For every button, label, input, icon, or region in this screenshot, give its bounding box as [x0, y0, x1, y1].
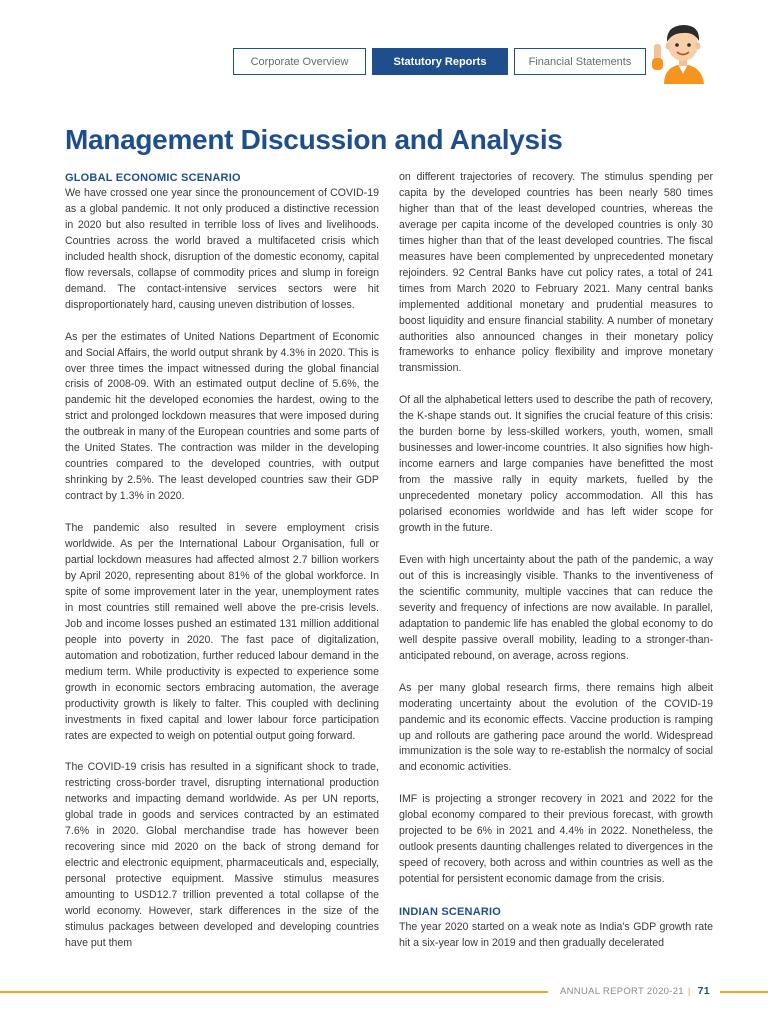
paragraph: As per the estimates of United Nations Department of Economic and Social Affairs, the world output shrank by 4.3% in 2020. This is over three times the impact witnessed during the global financial crisis of 2008-09. With an estimated output decline of 5.6%, the pandemic hit the developed economies the hardest, owing to the strict and prolonged lockdown measures that were imposed during the outbreak in many of the European countries and some parts of the United States. The contraction was milder in the developing countries compared to the developed countries, with output shrinking by 2.5%. The least developed countries saw their GDP contract by 1.3% in 2020.	[65, 330, 379, 503]
paragraph: Even with high uncertainty about the path of the pandemic, a way out of this is increasingly visible. Thanks to the inventiveness of the scientific community, multiple vaccines that can reduce the severity and frequency of infections are now available. In parallel, adaptation to pandemic life has enabled the global economy to do well despite passive overall mobility, leading to a stronger-than-anticipated rebound, on average, across regions.	[399, 553, 713, 662]
paragraph: The COVID-19 crisis has resulted in a significant shock to trade, restricting cross-border travel, disrupting international production networks and impacting demand worldwide. As per UN reports, global trade in goods and services contracted by an estimated 7.6% in 2020. Global merchandise trade has however been recovering since mid 2020 on the back of strong demand for electric and electronic equipment, pharmaceuticals and, especially, personal protective equipment. Massive stimulus measures amounting to USD12.7 trillion prevented a total collapse of the world economy. However, stark differences in the size of the stimulus packages between developed and developing countries have put them	[65, 761, 379, 949]
paragraph: Of all the alphabetical letters used to describe the path of recovery, the K-shape stands out. It signifies the crucial feature of this crisis: the burden borne by less-skilled workers, youth, women, small businesses and lower-income countries. It also signifies how high-income earners and large companies have benefitted the most from the massive rally in equity markets, fuelled by the unprecedented monetary policy accommodation. All this has polarised economies worldwide and has left wider scope for growth in the future.	[399, 394, 713, 535]
footer-divider-right	[720, 991, 768, 993]
section-heading-indian: INDIAN SCENARIO	[399, 906, 502, 919]
section-heading-global: GLOBAL ECONOMIC SCENARIO	[65, 172, 241, 184]
page-number: 71	[697, 985, 710, 997]
paragraph: As per many global research firms, there remains high albeit moderating uncertainty about the evolution of the COVID-19 pandemic and its economic effects. Vaccine production is ramping up and rollouts are gathering pace around the world. Widespread immunization is the sole way to re-establish the normalcy of social and economic activities.	[399, 681, 713, 774]
footer-divider	[0, 991, 548, 993]
footer-separator: |	[687, 986, 691, 997]
mascot-illustration	[648, 14, 718, 84]
paragraph: on different trajectories of recovery. The stimulus spending per capita by the developed countries has been nearly 580 times higher than that of the least developed countries, whereas the average per capita income of the developed countries is only 30 times higher than that of the least developed countries. The fiscal measures have been complemented by unprecedented monetary rejoinders. 92 Central Banks have cut policy rates, a total of 241 times from March 2020 to February 2021. Many central banks implemented additional monetary and prudential measures to boost liquidity and ensure financial stability. A number of monetary authorities also announced changes in their monetary policy frameworks to enhance policy flexibility and improve monetary transmission.	[399, 171, 713, 375]
tab-statutory-reports[interactable]: Statutory Reports	[372, 48, 508, 75]
footer	[560, 985, 710, 997]
tab-financial-statements[interactable]: Financial Statements	[514, 48, 646, 75]
left-column	[65, 170, 379, 968]
tab-corporate-overview[interactable]: Corporate Overview	[233, 48, 366, 75]
paragraph: We have crossed one year since the pronouncement of COVID-19 as a global pandemic. It not only produced a distinctive recession in 2020 but also resulted in terrible loss of lives and livelihoods. Countries across the world braved a multifaceted crisis which included health shock, disruption of the domestic economy, capital flow reversals, collapse of commodity prices and slump in foreign demand. The contact-intensive services sectors were hit disproportionately hard, causing uneven distribution of losses.	[65, 187, 379, 311]
right-column	[399, 170, 713, 968]
page-title: Management Discussion and Analysis	[65, 124, 563, 155]
paragraph: The pandemic also resulted in severe employment crisis worldwide. As per the International Labour Organisation, full or partial lockdown measures had affected almost 2.7 billion workers by April 2020, representing about 81% of the global workforce. In spite of some improvement later in the year, unemployment rates in most countries still remained well above the pre-crisis levels. Job and income losses pushed an estimated 131 million additional people into poverty in 2020. The fast pace of digitalization, automation and robotization, further reduced labour demand in the medium term. While productivity is expected to experience some growth in economic sectors embracing automation, the average productivity growth is likely to falter. This coupled with declining investments in fixed capital and lower labour force participation rates are expected to weigh on potential output going forward.	[65, 522, 379, 742]
section-tabs	[233, 48, 646, 75]
paragraph: The year 2020 started on a weak note as India's GDP growth rate hit a six-year low in 2019 and then gradually decelerated	[399, 921, 713, 950]
footer-report-label: ANNUAL REPORT 2020-21	[560, 986, 684, 997]
paragraph: IMF is projecting a stronger recovery in 2021 and 2022 for the global economy compared to their previous forecast, with growth projected to be 6% in 2021 and 4.4% in 2022. Nonetheless, the outlook presents daunting challenges related to divergences in the speed of recovery, both across and within countries as well as the potential for persistent economic damage from the crisis.	[399, 793, 713, 886]
